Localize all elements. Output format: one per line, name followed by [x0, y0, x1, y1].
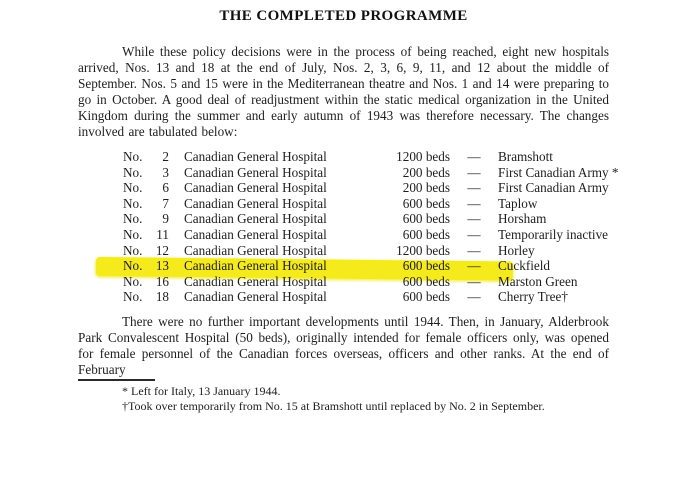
footnote-divider — [78, 379, 155, 381]
row-name: Canadian General Hospital — [184, 195, 327, 211]
page-title: THE COMPLETED PROGRAMME — [219, 8, 468, 24]
row-no: 3 — [162, 164, 169, 180]
row-beds: 600 beds — [402, 226, 450, 242]
table-row — [123, 149, 619, 165]
row-location: Horsham — [498, 211, 547, 227]
table-row — [123, 227, 619, 243]
table-row — [123, 165, 619, 181]
row-beds: 600 beds — [402, 195, 450, 211]
row-no: 18 — [155, 289, 169, 305]
table-row — [123, 180, 619, 196]
row-dash: — — [467, 226, 481, 242]
row-no: 11 — [156, 226, 169, 242]
row-location: First Canadian Army * — [498, 164, 619, 180]
row-no: 12 — [155, 242, 169, 258]
row-location: First Canadian Army — [498, 180, 609, 196]
row-no: 16 — [155, 273, 169, 289]
row-dash: — — [467, 149, 481, 164]
row-beds: 600 beds — [402, 273, 450, 289]
row-name: Canadian General Hospital — [184, 164, 327, 180]
row-no: 7 — [162, 195, 169, 211]
row-dash: — — [467, 211, 481, 227]
footnote-dagger: †Took over temporarily from No. 15 at Bramshott until replaced by No. 2 in September. — [122, 399, 545, 414]
row-beds: 200 beds — [402, 180, 450, 196]
row-name: Canadian General Hospital — [184, 149, 327, 164]
table-row — [123, 289, 619, 305]
row-dash: — — [467, 242, 481, 258]
row-no-label: No. — [123, 226, 143, 242]
footnote-asterisk: * Left for Italy, 13 January 1944. — [122, 384, 281, 398]
row-no-label: No. — [123, 258, 143, 274]
row-no-label: No. — [123, 211, 143, 227]
row-beds: 600 beds — [402, 258, 450, 274]
table-row — [123, 211, 619, 227]
row-name: Canadian General Hospital — [184, 289, 327, 305]
row-dash: — — [467, 258, 481, 274]
table-row — [123, 274, 619, 290]
row-beds: 600 beds — [402, 211, 450, 227]
row-beds: 200 beds — [402, 164, 450, 180]
row-name: Canadian General Hospital — [184, 273, 327, 289]
table-row — [123, 196, 619, 212]
row-location: Taplow — [498, 195, 538, 211]
row-dash: — — [467, 273, 481, 289]
row-name: Canadian General Hospital — [184, 258, 327, 274]
row-name: Canadian General Hospital — [184, 242, 327, 258]
table-row — [123, 243, 619, 259]
row-no: 9 — [162, 211, 169, 227]
row-beds: 1200 beds — [396, 242, 450, 258]
row-beds: 600 beds — [402, 289, 450, 305]
row-no-label: No. — [123, 195, 143, 211]
row-no: 13 — [155, 258, 169, 274]
row-no: 2 — [162, 149, 169, 164]
row-no-label: No. — [123, 149, 143, 164]
row-dash: — — [467, 164, 481, 180]
row-name: Canadian General Hospital — [184, 211, 327, 227]
row-no: 6 — [162, 180, 169, 196]
paragraph-developments: There were no further important developments until 1944. Then, in January, Alderbrook Park Convalescent Hospital (50 beds), originally intended for female officers only, was opened for female personnel of the Canadian forces overseas, officers and other ranks. At the end of February — [78, 314, 609, 377]
row-location: Cuckfield — [498, 258, 551, 274]
row-no-label: No. — [123, 289, 143, 305]
row-no-label: No. — [123, 273, 143, 289]
row-beds: 1200 beds — [396, 149, 450, 164]
table-row-highlighted — [123, 258, 619, 274]
row-dash: — — [467, 195, 481, 211]
row-location: Horley — [498, 242, 535, 258]
row-dash: — — [467, 289, 481, 305]
row-location: Temporarily inactive — [498, 226, 609, 242]
row-no-label: No. — [123, 180, 143, 196]
row-location: Bramshott — [498, 149, 553, 164]
footnotes — [122, 384, 627, 414]
row-no-label: No. — [123, 164, 143, 180]
paragraph-intro: While these policy decisions were in the process of being reached, eight new hospitals arrived, Nos. 13 and 18 at the end of July, Nos. 2, 3, 6, 9, 11, and 12 about the middle of September. Nos. 5 and 15 were in the Mediterranean theatre and Nos. 1 and 14 were preparing to go in October. A good deal of readjustment within the static medical organization in the United Kingdom during the summer and early autumn of 1943 was therefore necessary. The changes involved are tabulated below: — [78, 44, 609, 139]
row-name: Canadian General Hospital — [184, 180, 327, 196]
hospital-table — [123, 149, 619, 305]
row-no-label: No. — [123, 242, 143, 258]
row-location: Cherry Tree† — [498, 289, 568, 305]
row-dash: — — [467, 180, 481, 196]
row-name: Canadian General Hospital — [184, 226, 327, 242]
row-location: Marston Green — [498, 273, 578, 289]
